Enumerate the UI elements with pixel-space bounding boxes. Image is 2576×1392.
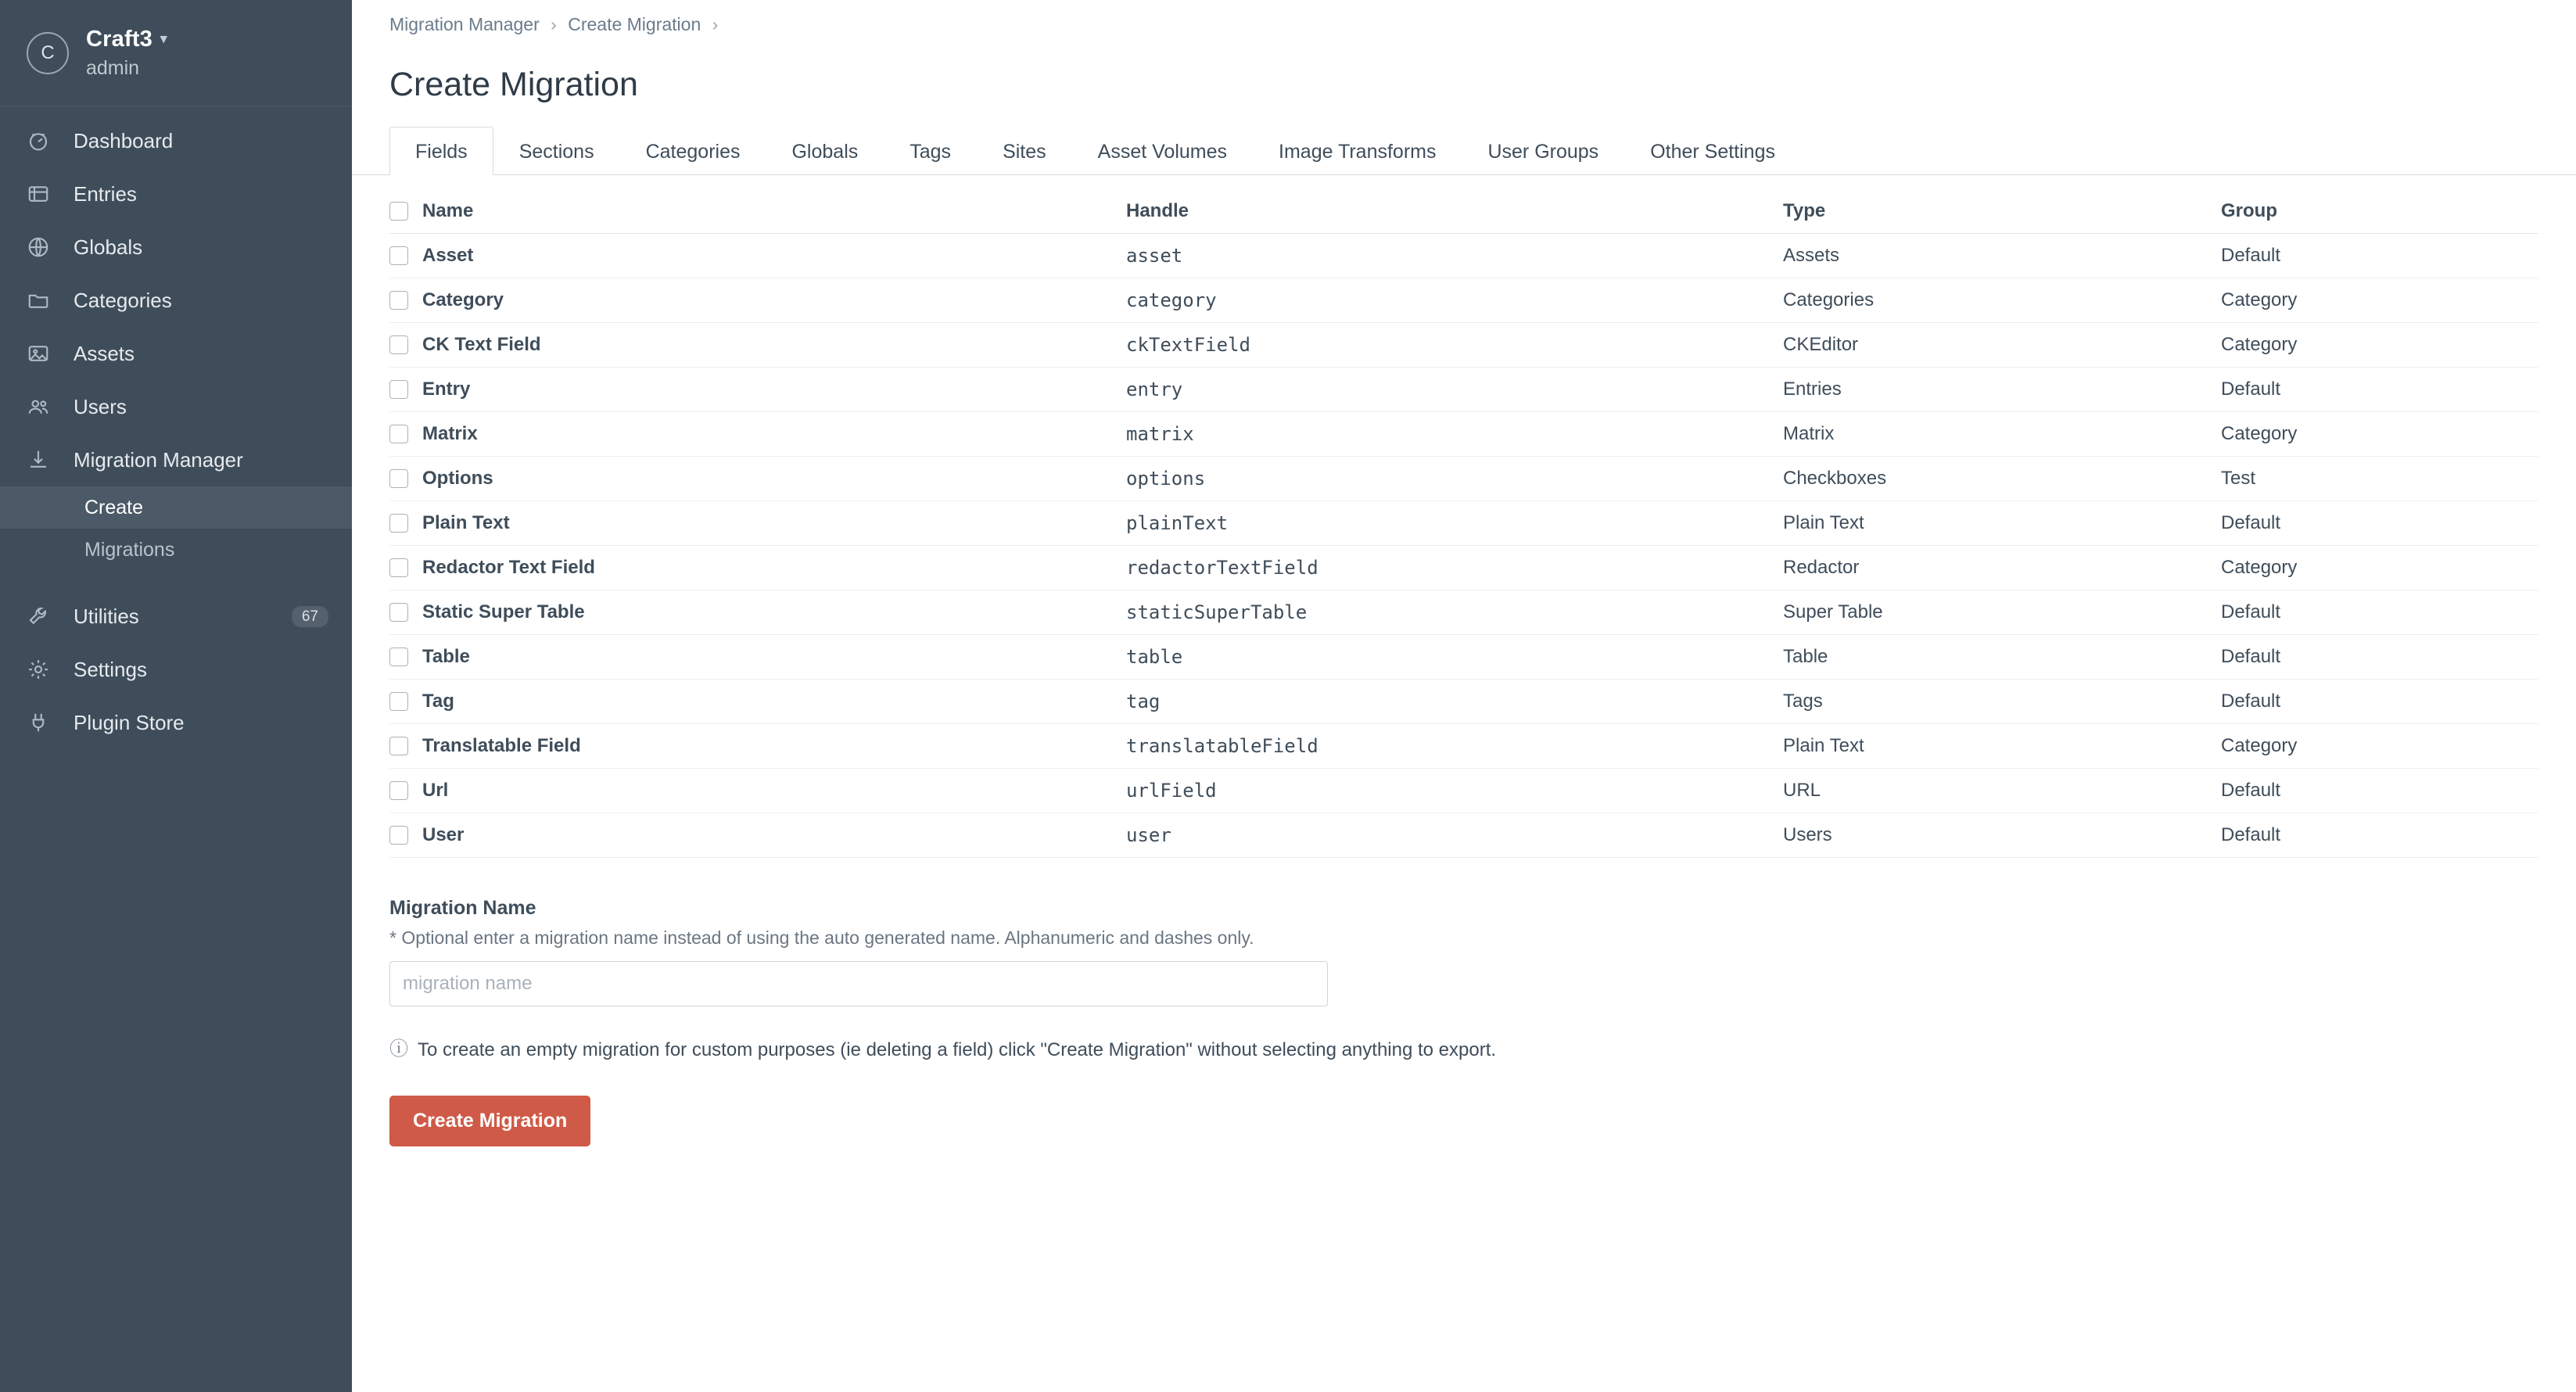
row-select-cell	[389, 322, 422, 367]
cell-handle: entry	[1126, 367, 1783, 411]
cell-type: URL	[1783, 768, 2221, 813]
sidebar-item-settings[interactable]	[0, 643, 352, 696]
cell-name: CK Text Field	[422, 322, 1126, 367]
cell-handle: user	[1126, 813, 1783, 857]
cell-name: Redactor Text Field	[422, 545, 1126, 590]
cell-group: Default	[2221, 813, 2538, 857]
row-checkbox[interactable]	[389, 781, 408, 800]
cell-type: Tags	[1783, 679, 2221, 723]
site-name-label: Craft3	[86, 26, 152, 52]
cell-handle: plainText	[1126, 500, 1783, 545]
tab-image-transforms[interactable]	[1253, 127, 1462, 175]
cell-type: Plain Text	[1783, 723, 2221, 768]
breadcrumb-item-migration-manager[interactable]: Migration Manager	[389, 14, 540, 34]
sidebar-item-label: Dashboard	[74, 128, 174, 152]
table-row[interactable]	[389, 634, 2538, 679]
site-switcher[interactable]	[0, 0, 352, 106]
migration-name-label: Migration Name	[389, 896, 536, 919]
plug-icon	[27, 711, 63, 734]
cell-name: Category	[422, 278, 1126, 322]
sidebar-item-label: Entries	[74, 181, 137, 206]
tab-label: Other Settings	[1650, 140, 1775, 163]
row-select-cell	[389, 411, 422, 456]
row-checkbox[interactable]	[389, 425, 408, 443]
cell-name: Entry	[422, 367, 1126, 411]
row-select-cell	[389, 545, 422, 590]
avatar-letter: C	[41, 41, 55, 63]
column-header-group[interactable]: Group	[2221, 194, 2538, 234]
sidebar-item-categories[interactable]	[0, 274, 352, 327]
cell-name: Matrix	[422, 411, 1126, 456]
tab-label: Tags	[909, 140, 952, 163]
sidebar-item-plugin-store[interactable]	[0, 696, 352, 749]
cell-name: User	[422, 813, 1126, 857]
cell-name: Static Super Table	[422, 590, 1126, 634]
tab-label: Asset Volumes	[1097, 140, 1228, 163]
cell-name: Url	[422, 768, 1126, 813]
current-user-label: admin	[86, 56, 140, 79]
sidebar-item-label: Migration Manager	[74, 447, 243, 472]
tab-globals[interactable]	[766, 127, 884, 175]
table-row[interactable]	[389, 500, 2538, 545]
row-checkbox[interactable]	[389, 514, 408, 533]
table-row[interactable]	[389, 679, 2538, 723]
chevron-down-icon[interactable]: ▾	[160, 31, 167, 46]
tab-bar	[352, 127, 2576, 175]
migration-icon	[27, 448, 63, 472]
sidebar-item-label: Categories	[74, 288, 172, 312]
gauge-icon	[27, 129, 63, 152]
utilities-badge: 67	[292, 606, 328, 627]
cell-group: Category	[2221, 322, 2538, 367]
sidebar	[0, 0, 352, 1392]
cell-group: Default	[2221, 367, 2538, 411]
cell-type: Users	[1783, 813, 2221, 857]
sidebar-item-label: Utilities	[74, 604, 139, 628]
sidebar-subitem-label: Migrations	[84, 538, 175, 561]
globe-icon	[27, 235, 63, 259]
cell-group: Default	[2221, 768, 2538, 813]
cell-handle: asset	[1126, 233, 1783, 278]
cell-group: Default	[2221, 679, 2538, 723]
row-checkbox[interactable]	[389, 692, 408, 711]
cell-type: Checkboxes	[1783, 456, 2221, 500]
tab-categories[interactable]	[620, 127, 766, 175]
tab-fields[interactable]	[389, 127, 493, 175]
row-checkbox[interactable]	[389, 469, 408, 488]
sidebar-item-users[interactable]	[0, 380, 352, 433]
sidebar-subitem-label: Create	[84, 496, 144, 518]
cell-name: Tag	[422, 679, 1126, 723]
table-header-row	[389, 194, 2538, 234]
fields-table	[389, 194, 2538, 858]
sidebar-item-entries[interactable]	[0, 167, 352, 221]
cell-group: Category	[2221, 278, 2538, 322]
select-all-checkbox[interactable]	[389, 202, 408, 221]
migration-name-input[interactable]	[389, 961, 1328, 1006]
tab-sections[interactable]	[493, 127, 620, 175]
sidebar-subitem-migrations[interactable]	[0, 529, 352, 571]
select-all-header	[389, 194, 422, 234]
sidebar-item-label: Assets	[74, 341, 135, 365]
cell-handle: options	[1126, 456, 1783, 500]
sidebar-item-dashboard[interactable]	[0, 114, 352, 167]
row-checkbox[interactable]	[389, 737, 408, 755]
cell-type: Entries	[1783, 367, 2221, 411]
table-row[interactable]	[389, 813, 2538, 857]
cell-type: Plain Text	[1783, 500, 2221, 545]
row-select-cell	[389, 233, 422, 278]
table-row[interactable]	[389, 768, 2538, 813]
row-select-cell	[389, 634, 422, 679]
cell-type: CKEditor	[1783, 322, 2221, 367]
cell-handle: matrix	[1126, 411, 1783, 456]
table-row[interactable]	[389, 411, 2538, 456]
cell-type: Table	[1783, 634, 2221, 679]
row-checkbox[interactable]	[389, 246, 408, 265]
cell-handle: redactorTextField	[1126, 545, 1783, 590]
row-select-cell	[389, 679, 422, 723]
cell-group: Default	[2221, 233, 2538, 278]
cell-handle: urlField	[1126, 768, 1783, 813]
cell-handle: category	[1126, 278, 1783, 322]
info-icon: ⓘ	[389, 1038, 408, 1060]
cell-group: Category	[2221, 545, 2538, 590]
breadcrumb-separator-icon: ›	[551, 14, 557, 34]
row-select-cell	[389, 768, 422, 813]
tab-label: User Groups	[1487, 140, 1599, 163]
cell-group: Category	[2221, 723, 2538, 768]
sidebar-item-utilities[interactable]	[0, 590, 352, 643]
cell-handle: translatableField	[1126, 723, 1783, 768]
breadcrumb-separator-icon: ›	[712, 14, 719, 34]
cell-type: Redactor	[1783, 545, 2221, 590]
image-icon	[27, 342, 63, 365]
cell-handle: staticSuperTable	[1126, 590, 1783, 634]
table-row[interactable]	[389, 456, 2538, 500]
table-row[interactable]	[389, 278, 2538, 322]
tab-user-groups[interactable]	[1462, 127, 1624, 175]
users-icon	[27, 395, 63, 418]
page-title: Create Migration	[389, 65, 638, 103]
table-row[interactable]	[389, 723, 2538, 768]
migration-name-hint: * Optional enter a migration name instead of using the auto generated name. Alphanumeric and dashes only.	[389, 927, 1254, 948]
cell-name: Translatable Field	[422, 723, 1126, 768]
avatar	[27, 32, 69, 74]
cell-group: Default	[2221, 590, 2538, 634]
row-select-cell	[389, 723, 422, 768]
cell-type: Assets	[1783, 233, 2221, 278]
empty-migration-note-text: To create an empty migration for custom purposes (ie deleting a field) click "Create Migration" without selecting anything to export.	[418, 1039, 1497, 1060]
row-select-cell	[389, 500, 422, 545]
folder-icon	[27, 289, 63, 312]
row-checkbox[interactable]	[389, 335, 408, 354]
empty-migration-note	[389, 1039, 2538, 1061]
main-content	[352, 0, 2576, 1392]
site-name	[86, 27, 167, 52]
migration-name-section	[389, 897, 2538, 1006]
breadcrumb	[352, 0, 2576, 35]
row-checkbox[interactable]	[389, 648, 408, 666]
fields-panel	[352, 194, 2576, 1146]
row-select-cell	[389, 813, 422, 857]
cell-type: Super Table	[1783, 590, 2221, 634]
fields-table-body	[389, 233, 2538, 857]
tab-tags[interactable]	[884, 127, 977, 175]
create-migration-button[interactable]: Create Migration	[389, 1096, 590, 1146]
row-checkbox[interactable]	[389, 291, 408, 310]
gear-icon	[27, 658, 63, 681]
sidebar-item-label: Plugin Store	[74, 710, 185, 734]
cell-name: Asset	[422, 233, 1126, 278]
sidebar-item-label: Users	[74, 394, 127, 418]
tab-label: Sections	[518, 140, 594, 163]
cell-group: Default	[2221, 500, 2538, 545]
cell-name: Table	[422, 634, 1126, 679]
tab-other-settings[interactable]	[1624, 127, 1801, 175]
row-select-cell	[389, 278, 422, 322]
sidebar-item-label: Settings	[74, 657, 147, 681]
cell-name: Options	[422, 456, 1126, 500]
tab-label: Image Transforms	[1279, 140, 1437, 163]
cell-type: Matrix	[1783, 411, 2221, 456]
tab-label: Sites	[1003, 140, 1046, 163]
breadcrumb-item-create-migration[interactable]: Create Migration	[568, 14, 701, 34]
column-header-type[interactable]: Type	[1783, 194, 2221, 234]
cell-handle: table	[1126, 634, 1783, 679]
cell-handle: tag	[1126, 679, 1783, 723]
cell-type: Categories	[1783, 278, 2221, 322]
row-checkbox[interactable]	[389, 826, 408, 845]
row-select-cell	[389, 590, 422, 634]
tab-sites[interactable]	[977, 127, 1072, 175]
cell-name: Plain Text	[422, 500, 1126, 545]
column-header-handle[interactable]: Handle	[1126, 194, 1783, 234]
wrench-icon	[27, 605, 63, 628]
table-row[interactable]	[389, 590, 2538, 634]
row-select-cell	[389, 456, 422, 500]
cell-group: Default	[2221, 634, 2538, 679]
tab-label: Fields	[415, 140, 468, 163]
table-row[interactable]	[389, 322, 2538, 367]
sidebar-item-globals[interactable]	[0, 221, 352, 274]
cell-group: Category	[2221, 411, 2538, 456]
tab-label: Categories	[645, 140, 741, 163]
sidebar-subitem-create[interactable]	[0, 486, 352, 529]
table-row[interactable]	[389, 545, 2538, 590]
column-header-name[interactable]: Name	[422, 194, 1126, 234]
sidebar-item-migration-manager[interactable]	[0, 433, 352, 486]
row-select-cell	[389, 367, 422, 411]
table-row[interactable]	[389, 367, 2538, 411]
table-row[interactable]	[389, 233, 2538, 278]
entries-icon	[27, 182, 63, 206]
row-checkbox[interactable]	[389, 558, 408, 577]
sidebar-item-assets[interactable]	[0, 327, 352, 380]
cell-handle: ckTextField	[1126, 322, 1783, 367]
sidebar-item-label: Globals	[74, 235, 143, 259]
tab-label: Globals	[791, 140, 859, 163]
row-checkbox[interactable]	[389, 603, 408, 622]
sidebar-nav	[0, 106, 352, 749]
row-checkbox[interactable]	[389, 380, 408, 399]
cell-group: Test	[2221, 456, 2538, 500]
tab-asset-volumes[interactable]	[1072, 127, 1253, 175]
